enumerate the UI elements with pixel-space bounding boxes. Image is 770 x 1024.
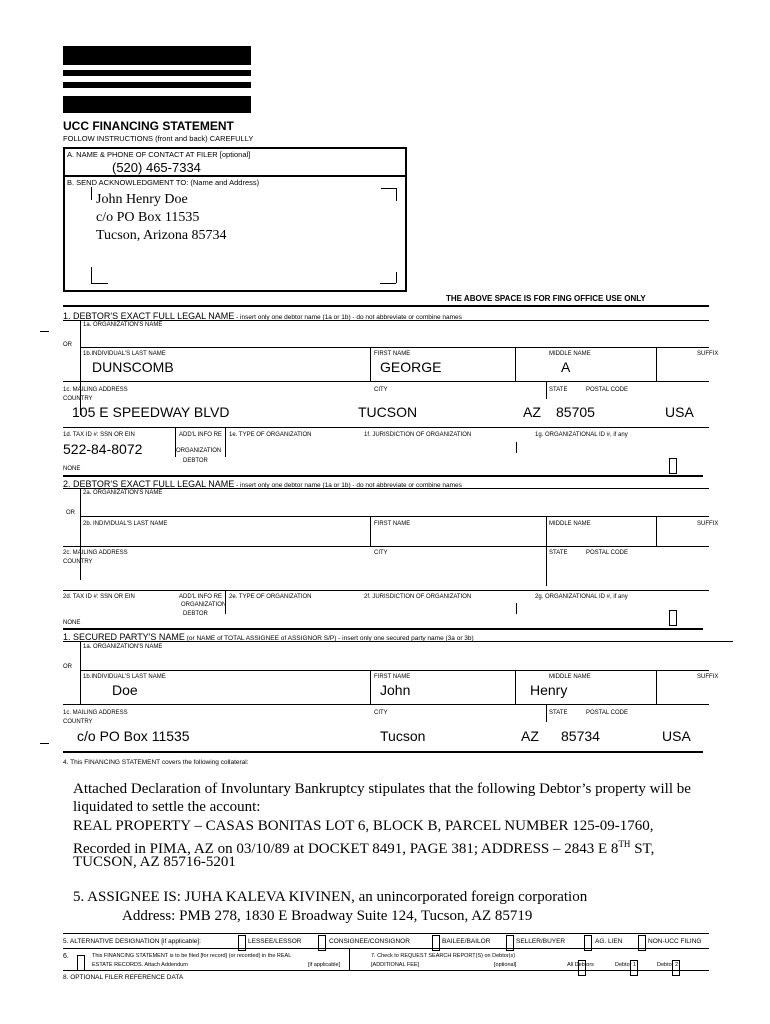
contact-phone[interactable]: (520) 465-7334	[112, 160, 201, 175]
debtor2-none: NONE	[63, 620, 81, 626]
debtor2-2a-prefix: 2a.	[83, 490, 92, 496]
secured-col-first	[370, 670, 371, 704]
debtor2-org-label	[83, 490, 162, 496]
debtor2-addl-info: ADD'L INFO RE	[179, 594, 222, 600]
debtor1-rule-b	[63, 381, 709, 382]
footer-top-rule	[63, 933, 709, 934]
non-ucc-label: NON-UCC FILING	[648, 938, 702, 945]
consignee-label: CONSIGNEE/CONSIGNOR	[329, 938, 410, 945]
filing-office-rule	[63, 305, 709, 307]
debtor1-type-org: 1e. TYPE OF ORGANIZATION	[229, 432, 312, 438]
footer-bottom-rule	[63, 970, 709, 971]
debtor1-title-rule	[63, 320, 709, 321]
secured-title-note: (or NAME of TOTAL ASSIGNEE of ASSIGNOR S/P) - insert only one secured party name (3a or 3b)	[184, 635, 474, 642]
debtor1-country-label: COUNTRY	[63, 396, 93, 402]
debtor1-country[interactable]: USA	[665, 404, 694, 420]
debtor2-state-label: STATE	[549, 550, 568, 556]
debtor1-tax-label	[63, 432, 135, 438]
debtor1-jurisdiction: 1f. JURISDICTION OF ORGANIZATION	[364, 432, 472, 438]
debtor1-suffix-label: SUFFIX	[697, 351, 719, 357]
collateral-line-7: Address: PMB 278, 1830 E Broadway Suite 124, Tucson, AZ 85719	[122, 908, 533, 924]
debtor1-first-name-label: FIRST NAME	[374, 351, 411, 357]
collateral-line-5: TUCSON, AZ 85716-5201	[73, 854, 236, 870]
secured-org-label	[83, 644, 162, 650]
secured-rule-a	[80, 670, 709, 671]
debtor1-last-name-label-text: INDIVIDUAL'S LAST NAME	[91, 351, 166, 357]
item-6-applicable: [if applicable]	[308, 962, 341, 968]
collateral-line-4-end: ST,	[630, 841, 655, 857]
secured-suffix-label: SUFFIX	[697, 674, 719, 680]
secured-col-middle	[515, 670, 516, 704]
debtor1-none: NONE	[63, 466, 81, 472]
debtor1-1a-prefix: 1a.	[83, 322, 92, 328]
debtor1-org-label	[83, 322, 162, 328]
ack-line1[interactable]: John Henry Doe	[96, 192, 188, 207]
secured-first-name-label: FIRST NAME	[374, 674, 411, 680]
real-estate-checkbox[interactable]	[77, 955, 85, 971]
debtor2-title-rule	[63, 488, 709, 489]
collateral-label: 4. This FINANCING STATEMENT covers the following collateral:	[63, 759, 249, 766]
debtor1-city[interactable]: TUCSON	[358, 404, 418, 420]
debtor1-title-note: - insert only one debtor name (1a or 1b) - do not abbreviate or combine names	[234, 314, 462, 321]
item-7-text-a: 7. Check to REQUEST SEARCH REPORT(S) on Debtor(s)	[371, 953, 516, 959]
secured-last-name-label-text: INDIVIDUAL'S LAST NAME	[91, 674, 166, 680]
debtor2-postal-label: POSTAL CODE	[586, 550, 629, 556]
secured-title-rule	[63, 641, 733, 642]
secured-state-label: STATE	[549, 710, 568, 716]
debtor1-rule-c	[63, 427, 709, 428]
barcode-bar-thin-2	[63, 82, 251, 88]
section1-end-rule	[63, 475, 703, 477]
ack-corner-tr-h	[381, 188, 396, 189]
debtor1-last-name[interactable]: DUNSCOMB	[92, 359, 174, 375]
secured-middle-name[interactable]: Henry	[530, 682, 568, 698]
collateral-line-2: liquidated to settle the account:	[73, 799, 261, 815]
debtor1-state[interactable]: AZ	[523, 404, 541, 420]
debtor1-or: OR	[63, 342, 72, 348]
debtor2-title-note: - insert only one debtor name (1a or 1b) - do not abbreviate or combine names	[234, 482, 462, 489]
section3-end-rule	[63, 751, 703, 753]
secured-org-label-text: ORGANIZATION'S NAME	[93, 644, 163, 650]
secured-address[interactable]: c/o PO Box 11535	[77, 728, 190, 744]
alt-designation-label: 5. ALTERNATIVE DESIGNATION [if applicable]:	[63, 938, 201, 945]
debtor1-first-name[interactable]: GEORGE	[380, 359, 442, 375]
form-title: UCC FINANCING STATEMENT	[63, 119, 234, 133]
debtor1-last-name-label	[83, 351, 166, 357]
secured-title-text: 1. SECURED PARTY'S NAME	[63, 632, 185, 642]
debtor1-address-label: 1c. MAILING ADDRESS	[63, 387, 128, 393]
secured-row-left-rule	[80, 641, 81, 704]
debtor2-last-name-label	[83, 521, 167, 527]
secured-postal[interactable]: 85734	[561, 728, 600, 744]
secured-1b-prefix: 1b.	[83, 674, 92, 680]
debtor1-addl-info: ADD'L INFO RE	[179, 432, 222, 438]
secured-first-name[interactable]: John	[380, 682, 411, 698]
debtor2-org-label-text: ORGANIZATION'S NAME	[93, 490, 163, 496]
debtor1-col-suffix	[656, 347, 657, 381]
section2-end-rule	[63, 628, 703, 630]
all-debtors-label: All Debtors	[567, 962, 594, 968]
lessee-label: LESSEE/LESSOR	[248, 938, 302, 945]
filing-office-note: THE ABOVE SPACE IS FOR FING OFFICE USE ONLY	[446, 294, 646, 303]
ack-corner-bl-v	[91, 267, 92, 283]
debtor1-state-label: STATE	[549, 387, 568, 393]
ack-corner-tl	[91, 187, 92, 200]
ag-lien-label: AG. LIEN	[595, 938, 623, 945]
debtor1-city-label: CITY	[374, 387, 388, 393]
secured-city[interactable]: Tucson	[380, 728, 426, 744]
secured-last-name-label	[83, 674, 166, 680]
debtor2-organization: ORGANIZATION	[181, 602, 227, 608]
ack-corner-tr-v	[396, 188, 397, 201]
debtor2-rule-b	[63, 546, 709, 547]
collateral-line-4-sup: TH	[618, 839, 631, 849]
debtor2-address-label: 2c. MAILING ADDRESS	[63, 550, 128, 556]
debtor2-none-checkbox[interactable]	[669, 610, 677, 626]
debtor2-tax-label-text: TAX ID #: SSN OR EIN	[72, 594, 135, 600]
ack-line2[interactable]: c/o PO Box 11535	[96, 210, 200, 225]
debtor1-col-type	[225, 427, 226, 457]
item-7-optional: [optional]	[494, 962, 517, 968]
debtor1-org-id: 1g. ORGANIZATIONAL ID #, if any	[535, 432, 628, 438]
debtor2-org-id: 2g. ORGANIZATIONAL ID #, if any	[535, 594, 628, 600]
debtor1-col-middle	[515, 347, 516, 381]
debtor2-2b-prefix: 2b.	[83, 521, 92, 527]
secured-country[interactable]: USA	[662, 728, 691, 744]
debtor1-debtor: DEBTOR	[183, 458, 208, 464]
secured-middle-name-label: MIDDLE NAME	[549, 674, 591, 680]
ack-corner-br-v	[396, 272, 397, 283]
debtor2-rule-a	[80, 516, 709, 517]
debtor1-title-text: 1. DEBTOR'S EXACT FULL LEGAL NAME	[63, 311, 235, 321]
bailee-label: BAILEE/BAILOR	[442, 938, 491, 945]
form-instructions: FOLLOW INSTRUCTIONS (front and back) CAREFULLY	[63, 134, 254, 143]
debtor2-title-text: 2. DEBTOR'S EXACT FULL LEGAL NAME	[63, 479, 235, 489]
debtor1-postal[interactable]: 85705	[556, 404, 595, 420]
ack-corner-br-h	[380, 283, 396, 284]
debtor2-col-suffix	[656, 516, 657, 546]
item-7-text-b: [ADDITIONAL FEE]	[371, 962, 420, 968]
debtor2-search-label: Debtor 2	[657, 962, 679, 968]
debtor2-or: OR	[66, 510, 75, 516]
secured-city-label: CITY	[374, 710, 388, 716]
ack-label: B. SEND ACKNOWLEDGMENT TO: (Name and Address)	[67, 178, 260, 187]
debtor2-type-org: 2e. TYPE OF ORGANIZATION	[229, 594, 312, 600]
debtor1-organization: ORGANIZATION	[176, 448, 222, 454]
item-6-text-a: This FINANCING STATEMENT is to be filed [for record] (or recorded) in the REAL	[92, 953, 292, 959]
debtor1-col-state	[546, 381, 547, 399]
debtor2-first-name-label: FIRST NAME	[374, 521, 411, 527]
ack-corner-bl-h	[91, 283, 108, 284]
debtor1-col-juris-mark	[516, 442, 517, 453]
debtor2-row-left-rule	[80, 488, 81, 580]
secured-rule-b	[63, 704, 709, 705]
secured-1a-prefix: 1a.	[83, 644, 92, 650]
left-margin-mark-2	[40, 743, 49, 744]
debtor2-jurisdiction: 2f. JURISDICTION OF ORGANIZATION	[364, 594, 472, 600]
debtor1-1d-prefix: 1d.	[63, 432, 72, 438]
debtor1-middle-name[interactable]: A	[561, 359, 571, 375]
barcode-bar-thin-1	[63, 70, 251, 76]
debtor1-org-label-text: ORGANIZATION'S NAME	[93, 322, 163, 328]
debtor1-search-label: Debtor 1	[615, 962, 637, 968]
debtor2-col-first	[370, 516, 371, 546]
barcode-bar-bottom	[63, 96, 251, 113]
debtor1-1b-prefix: 1b.	[83, 351, 92, 357]
ack-line3[interactable]: Tucson, Arizona 85734	[96, 228, 227, 243]
collateral-line-3: REAL PROPERTY – CASAS BONITAS LOT 6, BLOCK B, PARCEL NUMBER 125-09-1760,	[73, 818, 654, 834]
debtor2-tax-label	[63, 594, 135, 600]
debtor2-middle-name-label: MIDDLE NAME	[549, 521, 591, 527]
secured-col-state	[546, 704, 547, 722]
debtor1-address[interactable]: 105 E SPEEDWAY BLVD	[72, 404, 230, 420]
item-6-text-b: ESTATE RECORDS. Attach Addendum	[92, 962, 188, 968]
collateral-line-1: Attached Declaration of Involuntary Bankruptcy stipulates that the following Debtor’s property will be	[73, 781, 691, 797]
item-6-number: 6.	[63, 953, 69, 960]
debtor2-country-label: COUNTRY	[63, 559, 93, 565]
secured-country-label: COUNTRY	[63, 719, 93, 725]
debtor2-city-label: CITY	[374, 550, 388, 556]
left-margin-mark-1	[40, 331, 49, 332]
debtor2-debtor: DEBTOR	[183, 611, 208, 617]
secured-postal-label: POSTAL CODE	[586, 710, 629, 716]
secured-state[interactable]: AZ	[521, 728, 539, 744]
debtor2-2d-prefix: 2d.	[63, 594, 72, 600]
secured-col-suffix	[656, 670, 657, 704]
barcode-bar-top	[63, 46, 251, 65]
debtor1-none-checkbox[interactable]	[669, 458, 677, 474]
debtor1-rule-a	[80, 347, 709, 348]
debtor2-col-middle	[546, 516, 547, 546]
debtor2-col-juris-mark	[516, 603, 517, 614]
debtor1-postal-label: POSTAL CODE	[586, 387, 629, 393]
collateral-line-6: 5. ASSIGNEE IS: JUHA KALEVA KIVINEN, an unincorporated foreign corporation	[73, 889, 588, 905]
debtor1-middle-name-label: MIDDLE NAME	[549, 351, 591, 357]
debtor2-rule-c	[63, 590, 709, 591]
contact-label: A. NAME & PHONE OF CONTACT AT FILER [optional]	[67, 150, 251, 159]
debtor1-col-first	[370, 347, 371, 381]
collateral-line-4-main: Recorded in PIMA, AZ on 03/10/89 at DOCKET 8491, PAGE 381; ADDRESS – 2843 E 8	[73, 841, 619, 857]
debtor2-col-state	[546, 546, 547, 586]
secured-or: OR	[63, 664, 72, 670]
debtor1-tax-id[interactable]: 522-84-8072	[63, 441, 143, 457]
debtor1-tax-label-text: TAX ID #: SSN OR EIN	[72, 432, 135, 438]
debtor2-last-name-label-text: INDIVIDUAL'S LAST NAME	[93, 521, 168, 527]
secured-address-label: 1c. MAILING ADDRESS	[63, 710, 128, 716]
item-8-text: 8. OPTIONAL FILER REFERENCE DATA	[63, 974, 184, 981]
secured-last-name[interactable]: Doe	[112, 682, 138, 698]
debtor2-suffix-label: SUFFIX	[697, 521, 719, 527]
footer-divider-6-7	[349, 948, 350, 970]
seller-label: SELLER/BUYER	[516, 938, 566, 945]
footer-mid-rule	[63, 948, 709, 949]
